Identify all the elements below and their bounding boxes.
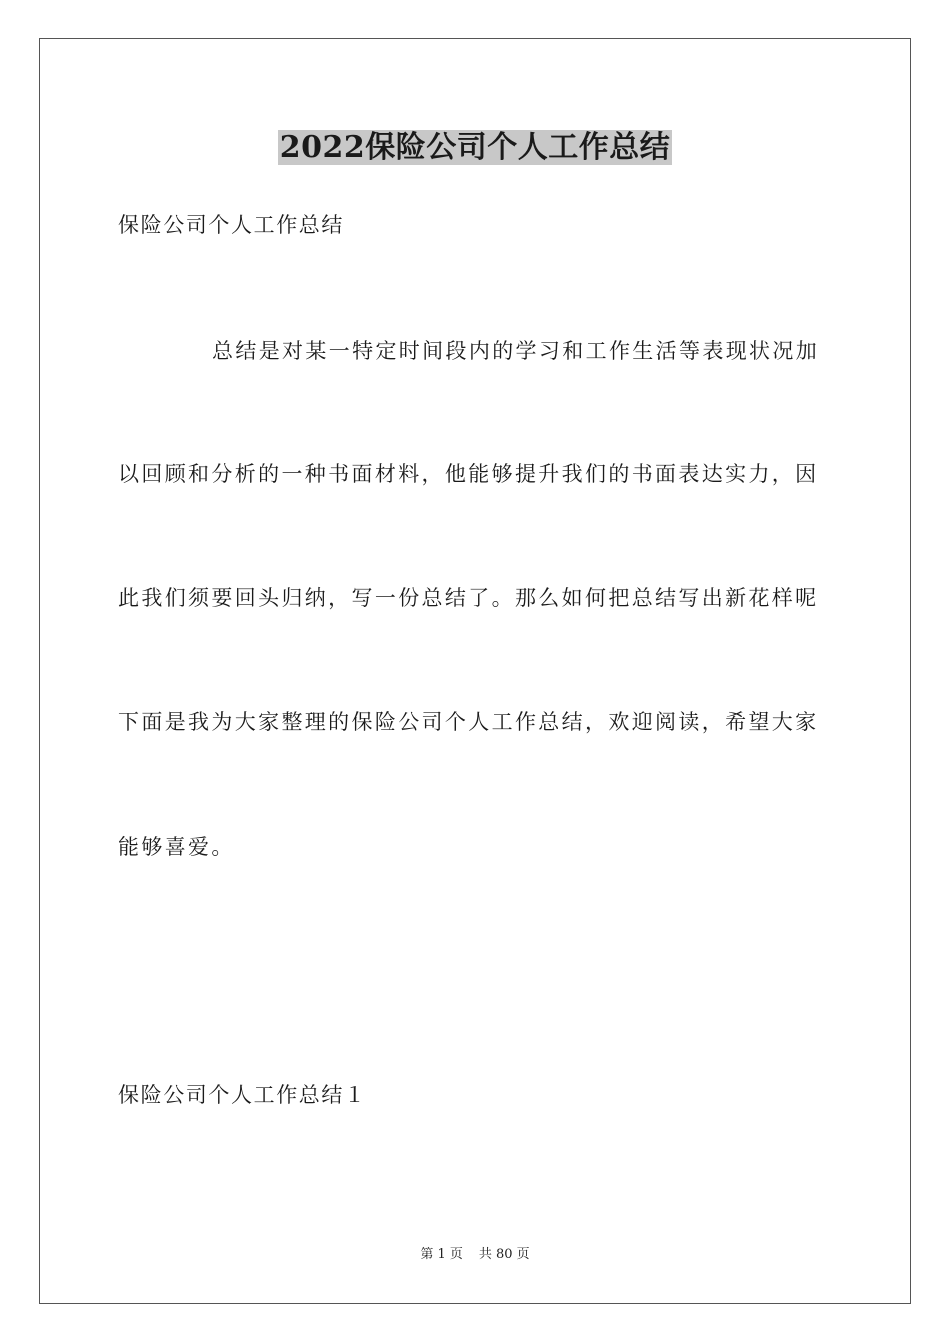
- page-total: 共 80 页: [478, 1247, 530, 1262]
- paragraph-line: 以回顾和分析的一种书面材料，他能够提升我们的书面表达实力，因: [118, 462, 819, 486]
- document-title-text: 2022保险公司个人工作总结: [279, 130, 671, 165]
- paragraph-line: 总结是对某一特定时间段内的学习和工作生活等表现状况加: [212, 339, 820, 363]
- document-title: [0, 128, 950, 168]
- paragraph-line: 此我们须要回头归纳，写一份总结了。那么如何把总结写出新花样呢: [118, 586, 819, 610]
- document-subtitle: 保险公司个人工作总结: [118, 213, 344, 237]
- paragraph-line: 能够喜爱。: [118, 835, 235, 859]
- paragraph-line: 下面是我为大家整理的保险公司个人工作总结，欢迎阅读，希望大家: [118, 710, 819, 734]
- section-heading: 保险公司个人工作总结１: [118, 1083, 367, 1107]
- page-footer: [0, 1246, 950, 1264]
- page-number: 第 1 页: [420, 1247, 463, 1262]
